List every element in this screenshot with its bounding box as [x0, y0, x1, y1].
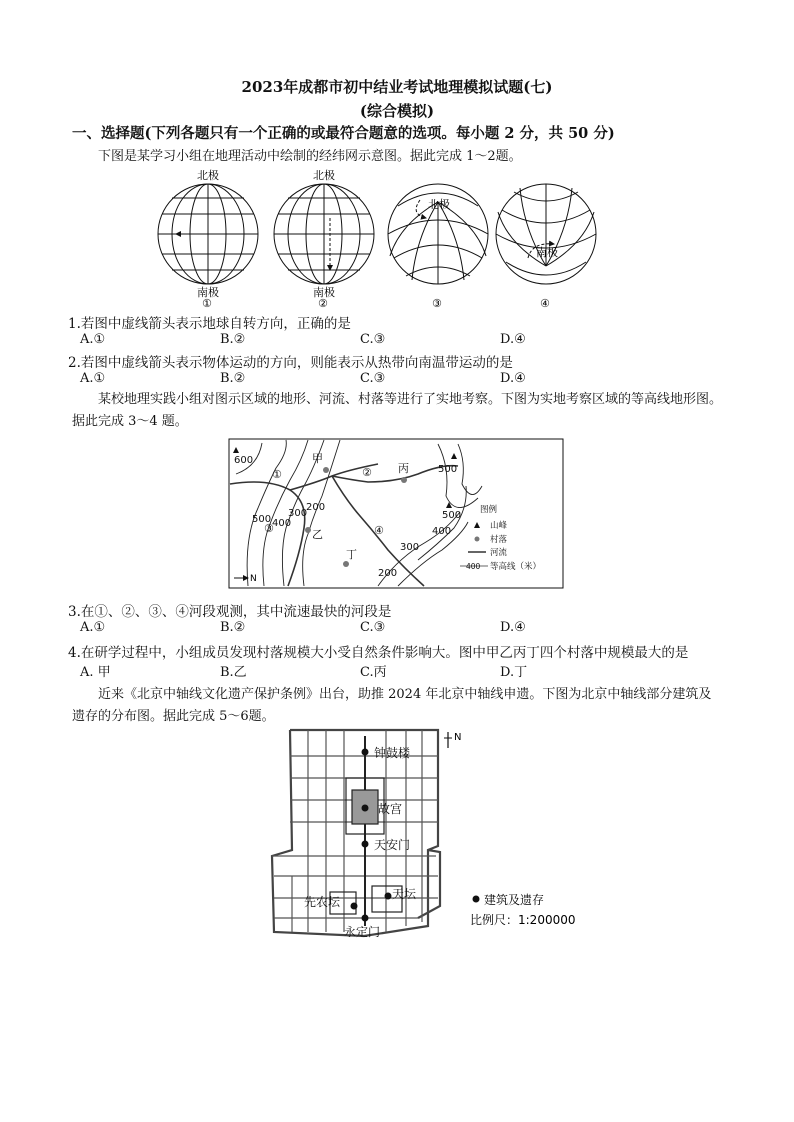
contour-label: 400 — [272, 518, 292, 529]
question-1-stem: 1.若图中虚线箭头表示地球自转方向，正确的是 — [68, 316, 351, 332]
q3-option-c[interactable]: C.③ — [360, 620, 386, 635]
q1-option-b[interactable]: B.② — [220, 332, 246, 347]
globe2-number: ② — [318, 297, 328, 310]
exam-subtitle: (综合模拟) — [359, 102, 435, 120]
village-yi-label: 乙 — [312, 528, 323, 541]
group1-intro: 下图是某学习小组在地理活动中绘制的经纬网示意图。据此完成 1～2题。 — [98, 149, 522, 164]
segment-1-label: ① — [272, 468, 282, 481]
globe3-number: ③ — [432, 297, 442, 310]
globe-1 — [158, 184, 258, 284]
globe1-number: ① — [202, 297, 212, 310]
label-bell-drum-tower: 钟鼓楼 — [374, 746, 411, 760]
q1-option-c[interactable]: C.③ — [360, 332, 386, 347]
legend-peak: 山峰 — [490, 521, 508, 531]
legend-river: 河流 — [490, 548, 508, 558]
q2-option-c[interactable]: C.③ — [360, 371, 386, 386]
village-ding-dot — [343, 561, 349, 567]
label-forbidden-city: 故宫 — [378, 802, 403, 816]
globe-figure — [150, 166, 600, 310]
contour-label: 400 — [432, 526, 452, 537]
group2-intro: 某校地理实践小组对图示区域的地形、河流、村落等进行了实地考察。下图为实地考察区域的等高线地形图。据此完成 3～4 题。 — [72, 392, 723, 429]
globe1-south-label: 南极 — [197, 286, 219, 299]
q3-option-d[interactable]: D.④ — [500, 620, 526, 635]
q4-option-c[interactable]: C.丙 — [360, 665, 387, 680]
label-yongdingmen: 永定门 — [344, 925, 381, 939]
map-scale: 比例尺：1:200000 — [470, 913, 576, 927]
legend-village: 村落 — [490, 535, 508, 545]
map-north-label: N — [454, 732, 462, 743]
site-dot — [351, 903, 358, 910]
q4-option-b[interactable]: B.乙 — [220, 665, 247, 680]
group3-intro: 近来《北京中轴线文化遗产保护条例》出台，助推 2024 年北京中轴线申遗。下图为北京中轴线部分建筑及遗存的分布图。据此完成 5～6题。 — [72, 687, 712, 724]
globe4-number: ④ — [540, 297, 550, 310]
legend-village-icon — [475, 537, 480, 542]
contour-label: 500 — [252, 514, 272, 525]
globe3-north-label: 北极 — [428, 198, 450, 211]
legend-contour-value: 400 — [466, 562, 481, 571]
site-dot — [362, 915, 369, 922]
village-ding-label: 丁 — [346, 548, 357, 561]
q2-option-a[interactable]: A.① — [80, 371, 106, 386]
exam-title: 2023年成都市初中结业考试地理模拟试题(七) — [241, 78, 553, 96]
q4-option-d[interactable]: D.丁 — [500, 665, 528, 680]
contour-label: 300 — [400, 542, 420, 553]
label-temple-of-heaven: 天坛 — [392, 887, 417, 901]
contour-label: 500 — [438, 464, 458, 475]
segment-2-label: ② — [362, 466, 372, 479]
question-2-stem: 2.若图中虚线箭头表示物体运动的方向，则能表示从热带向南温带运动的是 — [68, 355, 513, 371]
site-dot — [362, 841, 369, 848]
contour-label: 300 — [288, 508, 308, 519]
village-bing-dot — [401, 477, 407, 483]
site-dot — [362, 749, 369, 756]
q1-option-a[interactable]: A.① — [80, 332, 106, 347]
segment-3-label: ③ — [264, 522, 274, 535]
q4-option-a[interactable]: A. 甲 — [80, 665, 111, 680]
question-3-stem: 3.在①、②、③、④河段观测，其中流速最快的河段是 — [68, 604, 392, 620]
section-heading: 一、选择题(下列各题只有一个正确的或最符合题意的选项。每小题 2 分，共 50 分) — [72, 125, 615, 142]
q1-option-d[interactable]: D.④ — [500, 332, 526, 347]
village-jia-dot — [323, 467, 329, 473]
village-jia-label: 甲 — [312, 452, 323, 465]
north-label: N — [250, 574, 257, 584]
contour-map — [228, 438, 564, 590]
site-dots — [351, 749, 392, 922]
globe4-south-label: 南极 — [536, 246, 558, 259]
segment-4-label: ④ — [374, 524, 384, 537]
globe-4 — [496, 184, 596, 284]
question-4-stem: 4.在研学过程中，小组成员发现村落规模大小受自然条件影响大。图中甲乙丙丁四个村落中规模最大的是 — [68, 645, 689, 661]
q2-option-b[interactable]: B.② — [220, 371, 246, 386]
globe1-north-label: 北极 — [197, 169, 219, 182]
globe2-north-label: 北极 — [313, 169, 335, 182]
contour-label: 500 — [442, 510, 462, 521]
site-dot — [385, 893, 392, 900]
contour-label: 200 — [306, 502, 326, 513]
village-bing-label: 丙 — [398, 462, 409, 475]
q3-option-b[interactable]: B.② — [220, 620, 246, 635]
globe-2 — [274, 184, 374, 284]
legend-site-label: 建筑及遗存 — [484, 893, 545, 907]
label-xiannongtan: 先农坛 — [304, 895, 341, 909]
label-tiananmen: 天安门 — [374, 838, 411, 852]
legend-site-icon — [473, 896, 480, 903]
legend-title: 图例 — [480, 505, 498, 515]
contour-label: 200 — [378, 568, 398, 579]
beijing-axis-map — [268, 726, 598, 940]
globe2-south-label: 南极 — [313, 286, 335, 299]
legend-contour: 等高线（米） — [490, 562, 542, 572]
site-dot — [362, 805, 369, 812]
contour-label: 600 — [234, 455, 254, 466]
village-yi-dot — [305, 527, 311, 533]
q2-option-d[interactable]: D.④ — [500, 371, 526, 386]
q3-option-a[interactable]: A.① — [80, 620, 106, 635]
